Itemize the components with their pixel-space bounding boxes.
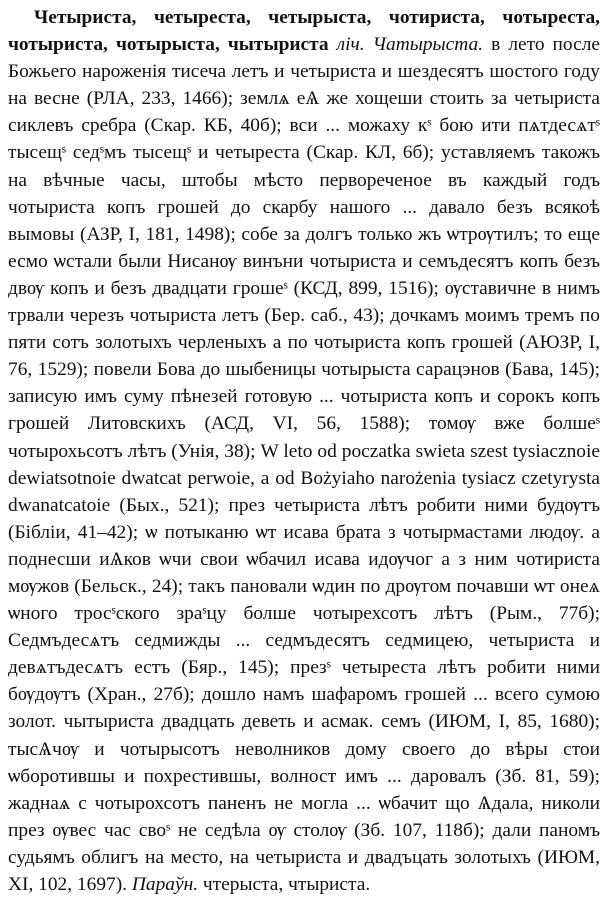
variant-label: Чатырыста. <box>372 34 484 56</box>
entry-headword: Четыриста, четыреста, четырыста, чотириста, чотыреста, чотыриста, чотырыста, чытыриста <box>8 7 600 56</box>
entry-body: в лето после Божьего нароженія тисеча летъ и четыриста и шездесятъ шостого году на весне (РЛА, 233, 1466); землѧ еѦ же хощеши стоить за четыриста сиклевъ сребра (Скар. КБ, 40б); вси ... можаху кˢ бою ити пѧтдесѧтˢ тысещˢ седˢмъ тысещˢ и четыреста (Скар. КЛ, 6б); уставляемъ такожъ на вѣчные часы, штобы мѣсто первореченое въ каждый годъ чотыриста копъ грошей до скарбу нашого ... давало безъ всякоѣ вымовы (АЗР, I, 181, 1498); собе за долгъ только жъ ѡтрѹтилъ; то еще есмо ѡстали были Нисанѹ винъни чотыриста и семъдесятъ копъ безъ двѹ копъ и безъ двадцати грошеˢ (КСД, 899, 1516); ѹставичне в нимъ трвали черезъ чотыриста летъ (Бер. саб., 43); дочкамъ моимъ тремъ по пяти сотъ золотыхъ черленыхъ а по чотыриста копъ грошей (АЮЗР, I, 76, 1529); повели Бова до шыбеницы чотырыста сарацэнов (Бава, 145); записую имъ суму пѣнезей готовую ... чотыриста копъ и сорокъ копъ грошей Литовскихъ (АСД, VI, 56, 1588); томѹ вже болшеˢ чотырохьсотъ лѣтъ (Унія, 38); W leto od poczatka swieta szest tysiacznoie dewiatsotnoie dwatcat perwoie, a od Bożyiaho narożenia tysiacz czetyrysta dwanatcatoie (Бых., 521); през четыриста лѣтъ робити ними будѹтъ (Бібліи, 41–42); ѡ потыканю ѡт исава брата з чотырмастами людѹ. а поднесши иѦков ѡчи свои ѡбачил исава идѹчог а з ним чотириста мѹжов (Бельск., 24); такъ пановали ѡдин по дрѹгом почавши ѡт онеѧ ѡного тросˢского зрaˢцу болше чотырехсотъ лѣтъ (Рым., 77б); Седмъдесѧтъ седмижды ... седмъдесятъ седмицею, четыриста и девѧтъдесѧтъ естъ (Бяр., 145); презˢ четыреста лѣтъ робити ними бѹдѹтъ (Хран., 27б); дошло намъ шафаромъ грошей ... всего сумою золот. чытыриста двадцать деветь и асмак. семъ (ИЮМ, I, 85, 1680); тысѦчѹ и чотырысотъ неволников дому своего до вѣры стои ѡборотившы и похрестившы, волност имъ ... даровалъ (Зб. 81, 59); жаднаѧ с чотырохсотъ паненъ не могла ... ѡбачит що Ѧдала, николи през ѹвес час своˢ не седѣла ѹ столѹ (Зб. 107, 118б); дали паномъ судьямъ облигъ на место, на четыриста и двадъцать золотыхъ (ИЮМ, XI, 102, 1697). <box>8 34 600 895</box>
dictionary-entry <box>8 4 600 898</box>
part-of-speech: ліч. <box>336 34 365 56</box>
parallel-label: Параўн. <box>131 874 199 895</box>
parallel-forms: чтерыста, чтыриста. <box>202 874 371 895</box>
